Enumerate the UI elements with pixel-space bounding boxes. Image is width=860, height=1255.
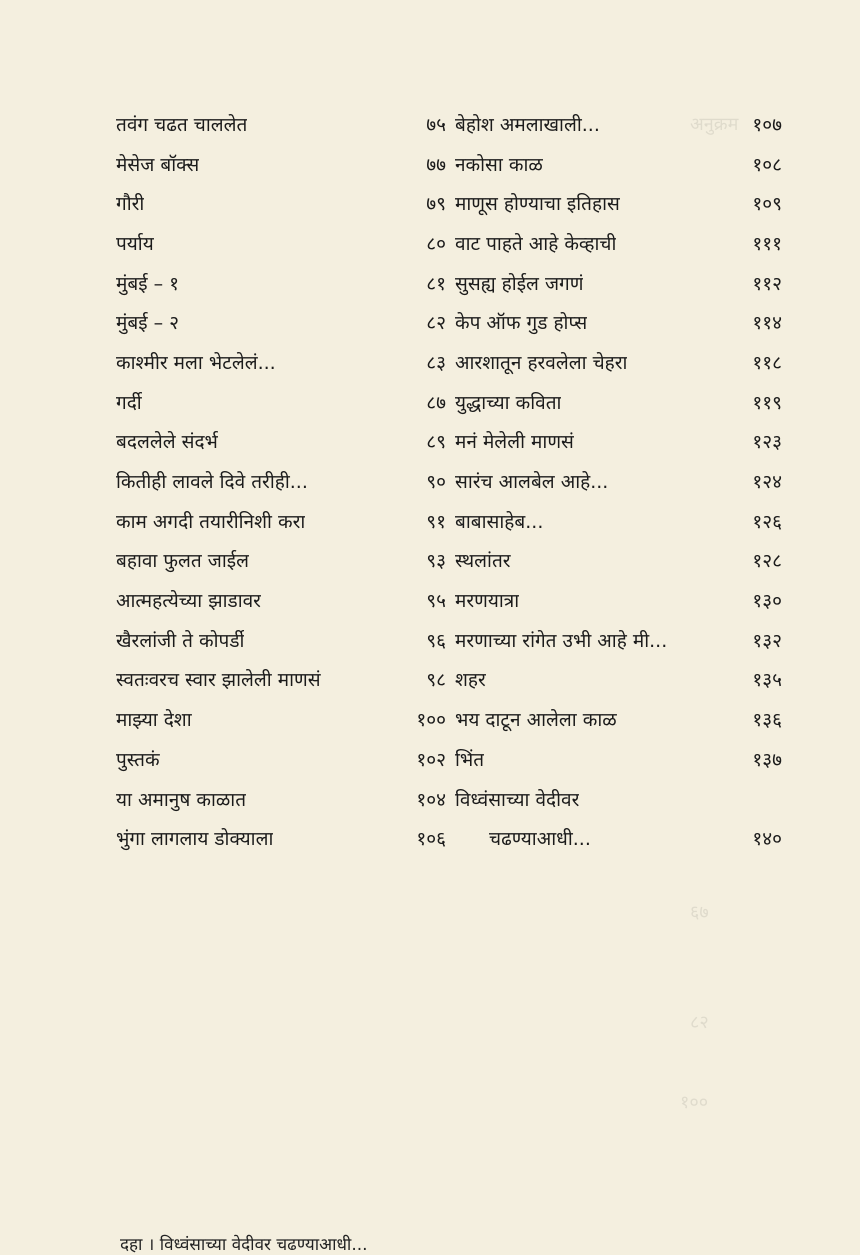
toc-entry[interactable] xyxy=(116,779,446,819)
toc-title: पुस्तकं xyxy=(116,748,160,771)
toc-entry[interactable] xyxy=(455,501,782,541)
toc-title: मरणयात्रा xyxy=(455,590,520,613)
toc-title: गर्दी xyxy=(116,391,142,414)
toc-entry[interactable] xyxy=(455,818,782,858)
toc-title: शहर xyxy=(455,669,486,692)
toc-title: स्थलांतर xyxy=(455,550,511,573)
toc-page-number: १३६ xyxy=(752,709,782,732)
toc-page-number: ९१ xyxy=(426,510,446,533)
toc-page-number: १३० xyxy=(752,590,782,613)
toc-title: सारंच आलबेल आहे... xyxy=(455,471,609,494)
toc-page-number: ८३ xyxy=(426,351,446,374)
toc-page-number: १०६ xyxy=(416,828,446,851)
toc-title: भय दाटून आलेला काळ xyxy=(455,709,617,732)
toc-entry[interactable] xyxy=(455,699,782,739)
toc-title: काश्मीर मला भेटलेलं... xyxy=(116,351,276,374)
toc-title: बहावा फुलत जाईल xyxy=(116,550,250,573)
toc-entry[interactable] xyxy=(116,263,446,303)
toc-page-number: ७७ xyxy=(426,153,446,176)
toc-title: नकोसा काळ xyxy=(455,153,543,176)
toc-page-number: ७९ xyxy=(426,193,446,216)
toc-entry[interactable] xyxy=(455,104,782,144)
toc-page-number: १३२ xyxy=(752,629,782,652)
toc-page-number: १२६ xyxy=(752,510,782,533)
toc-title: मनं मेलेली माणसं xyxy=(455,431,574,454)
toc-entry[interactable] xyxy=(116,302,446,342)
toc-entry[interactable] xyxy=(455,144,782,184)
toc-entry[interactable] xyxy=(455,580,782,620)
toc-entry[interactable] xyxy=(455,422,782,462)
toc-entry[interactable] xyxy=(116,660,446,700)
toc-title: बाबासाहेब... xyxy=(455,510,544,533)
show-through-text: अनुक्रम ६७ ८२ १०० xyxy=(680,114,739,1113)
toc-title: चढण्याआधी... xyxy=(489,828,591,851)
toc-page-number: ९३ xyxy=(426,550,446,573)
toc-entry[interactable] xyxy=(455,620,782,660)
toc-entry[interactable] xyxy=(116,422,446,462)
toc-entry[interactable] xyxy=(116,501,446,541)
toc-page-number: १४० xyxy=(752,828,782,851)
toc-entry[interactable] xyxy=(455,461,782,501)
toc-entry[interactable] xyxy=(455,739,782,779)
toc-title: विध्वंसाच्या वेदीवर xyxy=(455,788,580,811)
toc-title: सुसह्य होईल जगणं xyxy=(455,272,584,295)
toc-title: माणूस होण्याचा इतिहास xyxy=(455,193,620,216)
toc-page-number: १०९ xyxy=(752,193,782,216)
toc-title: काम अगदी तयारीनिशी करा xyxy=(116,510,306,533)
toc-entry[interactable] xyxy=(116,342,446,382)
toc-entry[interactable] xyxy=(116,580,446,620)
toc-title: भुंगा लागलाय डोक्याला xyxy=(116,828,274,851)
toc-entry[interactable] xyxy=(116,699,446,739)
toc-entry[interactable] xyxy=(455,342,782,382)
toc-title: बदललेले संदर्भ xyxy=(116,431,218,454)
toc-entry[interactable] xyxy=(455,302,782,342)
toc-page-number: १०० xyxy=(416,709,446,732)
toc-page-number: ११८ xyxy=(752,351,782,374)
toc-entry[interactable] xyxy=(116,382,446,422)
toc-right-column xyxy=(455,104,782,858)
toc-title: कितीही लावले दिवे तरीही... xyxy=(116,471,308,494)
toc-page-number: ९८ xyxy=(426,669,446,692)
toc-title: युद्धाच्या कविता xyxy=(455,391,562,414)
toc-page-number: १२३ xyxy=(752,431,782,454)
toc-page-number: १२८ xyxy=(752,550,782,573)
toc-title: केप ऑफ गुड होप्स xyxy=(455,312,588,335)
toc-page-number: १०२ xyxy=(416,748,446,771)
toc-entry[interactable] xyxy=(116,144,446,184)
toc-page-number: ८२ xyxy=(426,312,446,335)
toc-entry[interactable] xyxy=(455,223,782,263)
toc-title: मुंबई – २ xyxy=(116,312,179,335)
toc-title: भिंत xyxy=(455,748,485,771)
toc-title: माझ्या देशा xyxy=(116,709,192,732)
toc-title: मुंबई – १ xyxy=(116,272,179,295)
toc-page-number: ९० xyxy=(426,471,446,494)
toc-page-number: ८७ xyxy=(426,391,446,414)
toc-title: स्वतःवरच स्वार झालेली माणसं xyxy=(116,669,321,692)
toc-title: पर्याय xyxy=(116,232,154,255)
toc-page-number: ८० xyxy=(426,232,446,255)
toc-page-number: १३७ xyxy=(752,748,782,771)
toc-entry[interactable] xyxy=(116,104,446,144)
toc-entry[interactable] xyxy=(116,818,446,858)
toc-page-number: ९५ xyxy=(426,590,446,613)
toc-title: बेहोश अमलाखाली... xyxy=(455,113,600,136)
toc-entry[interactable] xyxy=(116,461,446,501)
toc-title: तवंग चढत चाललेत xyxy=(116,113,248,136)
toc-page-number: ११२ xyxy=(752,272,782,295)
toc-page-number: १२४ xyxy=(752,471,782,494)
toc-title: आत्महत्येच्या झाडावर xyxy=(116,590,261,613)
toc-page-number: १०४ xyxy=(416,788,446,811)
toc-entry[interactable] xyxy=(455,779,782,819)
toc-entry[interactable] xyxy=(455,263,782,303)
toc-page-number: १३५ xyxy=(752,669,782,692)
toc-entry[interactable] xyxy=(116,739,446,779)
toc-page-number: ११४ xyxy=(752,312,782,335)
toc-page-number: १११ xyxy=(752,232,782,255)
toc-left-column xyxy=(116,104,446,858)
toc-title: या अमानुष काळात xyxy=(116,788,247,811)
toc-page-number: ७५ xyxy=(426,113,446,136)
toc-page-number: ८१ xyxy=(426,272,446,295)
toc-page-number: ८९ xyxy=(426,431,446,454)
toc-page-number: १०७ xyxy=(752,113,782,136)
toc-entry[interactable] xyxy=(116,223,446,263)
toc-entry[interactable] xyxy=(116,620,446,660)
toc-title: मरणाच्या रांगेत उभी आहे मी... xyxy=(455,629,668,652)
toc-entry[interactable] xyxy=(455,660,782,700)
toc-title: आरशातून हरवलेला चेहरा xyxy=(455,351,628,374)
toc-entry[interactable] xyxy=(116,183,446,223)
toc-entry[interactable] xyxy=(455,382,782,422)
toc-page-number: ११९ xyxy=(752,391,782,414)
toc-entry[interactable] xyxy=(455,183,782,223)
toc-title: मेसेज बॉक्स xyxy=(116,153,200,176)
toc-entry[interactable] xyxy=(455,541,782,581)
toc-entry[interactable] xyxy=(116,541,446,581)
toc-title: गौरी xyxy=(116,193,145,216)
toc-page-number: ९६ xyxy=(426,629,446,652)
toc-page-number: १०८ xyxy=(752,153,782,176)
toc-title: वाट पाहते आहे केव्हाची xyxy=(455,232,617,255)
toc-title: खैरलांजी ते कोपर्डी xyxy=(116,629,245,652)
page-footer: दहा । विध्वंसाच्या वेदीवर चढण्याआधी... xyxy=(120,1235,368,1255)
